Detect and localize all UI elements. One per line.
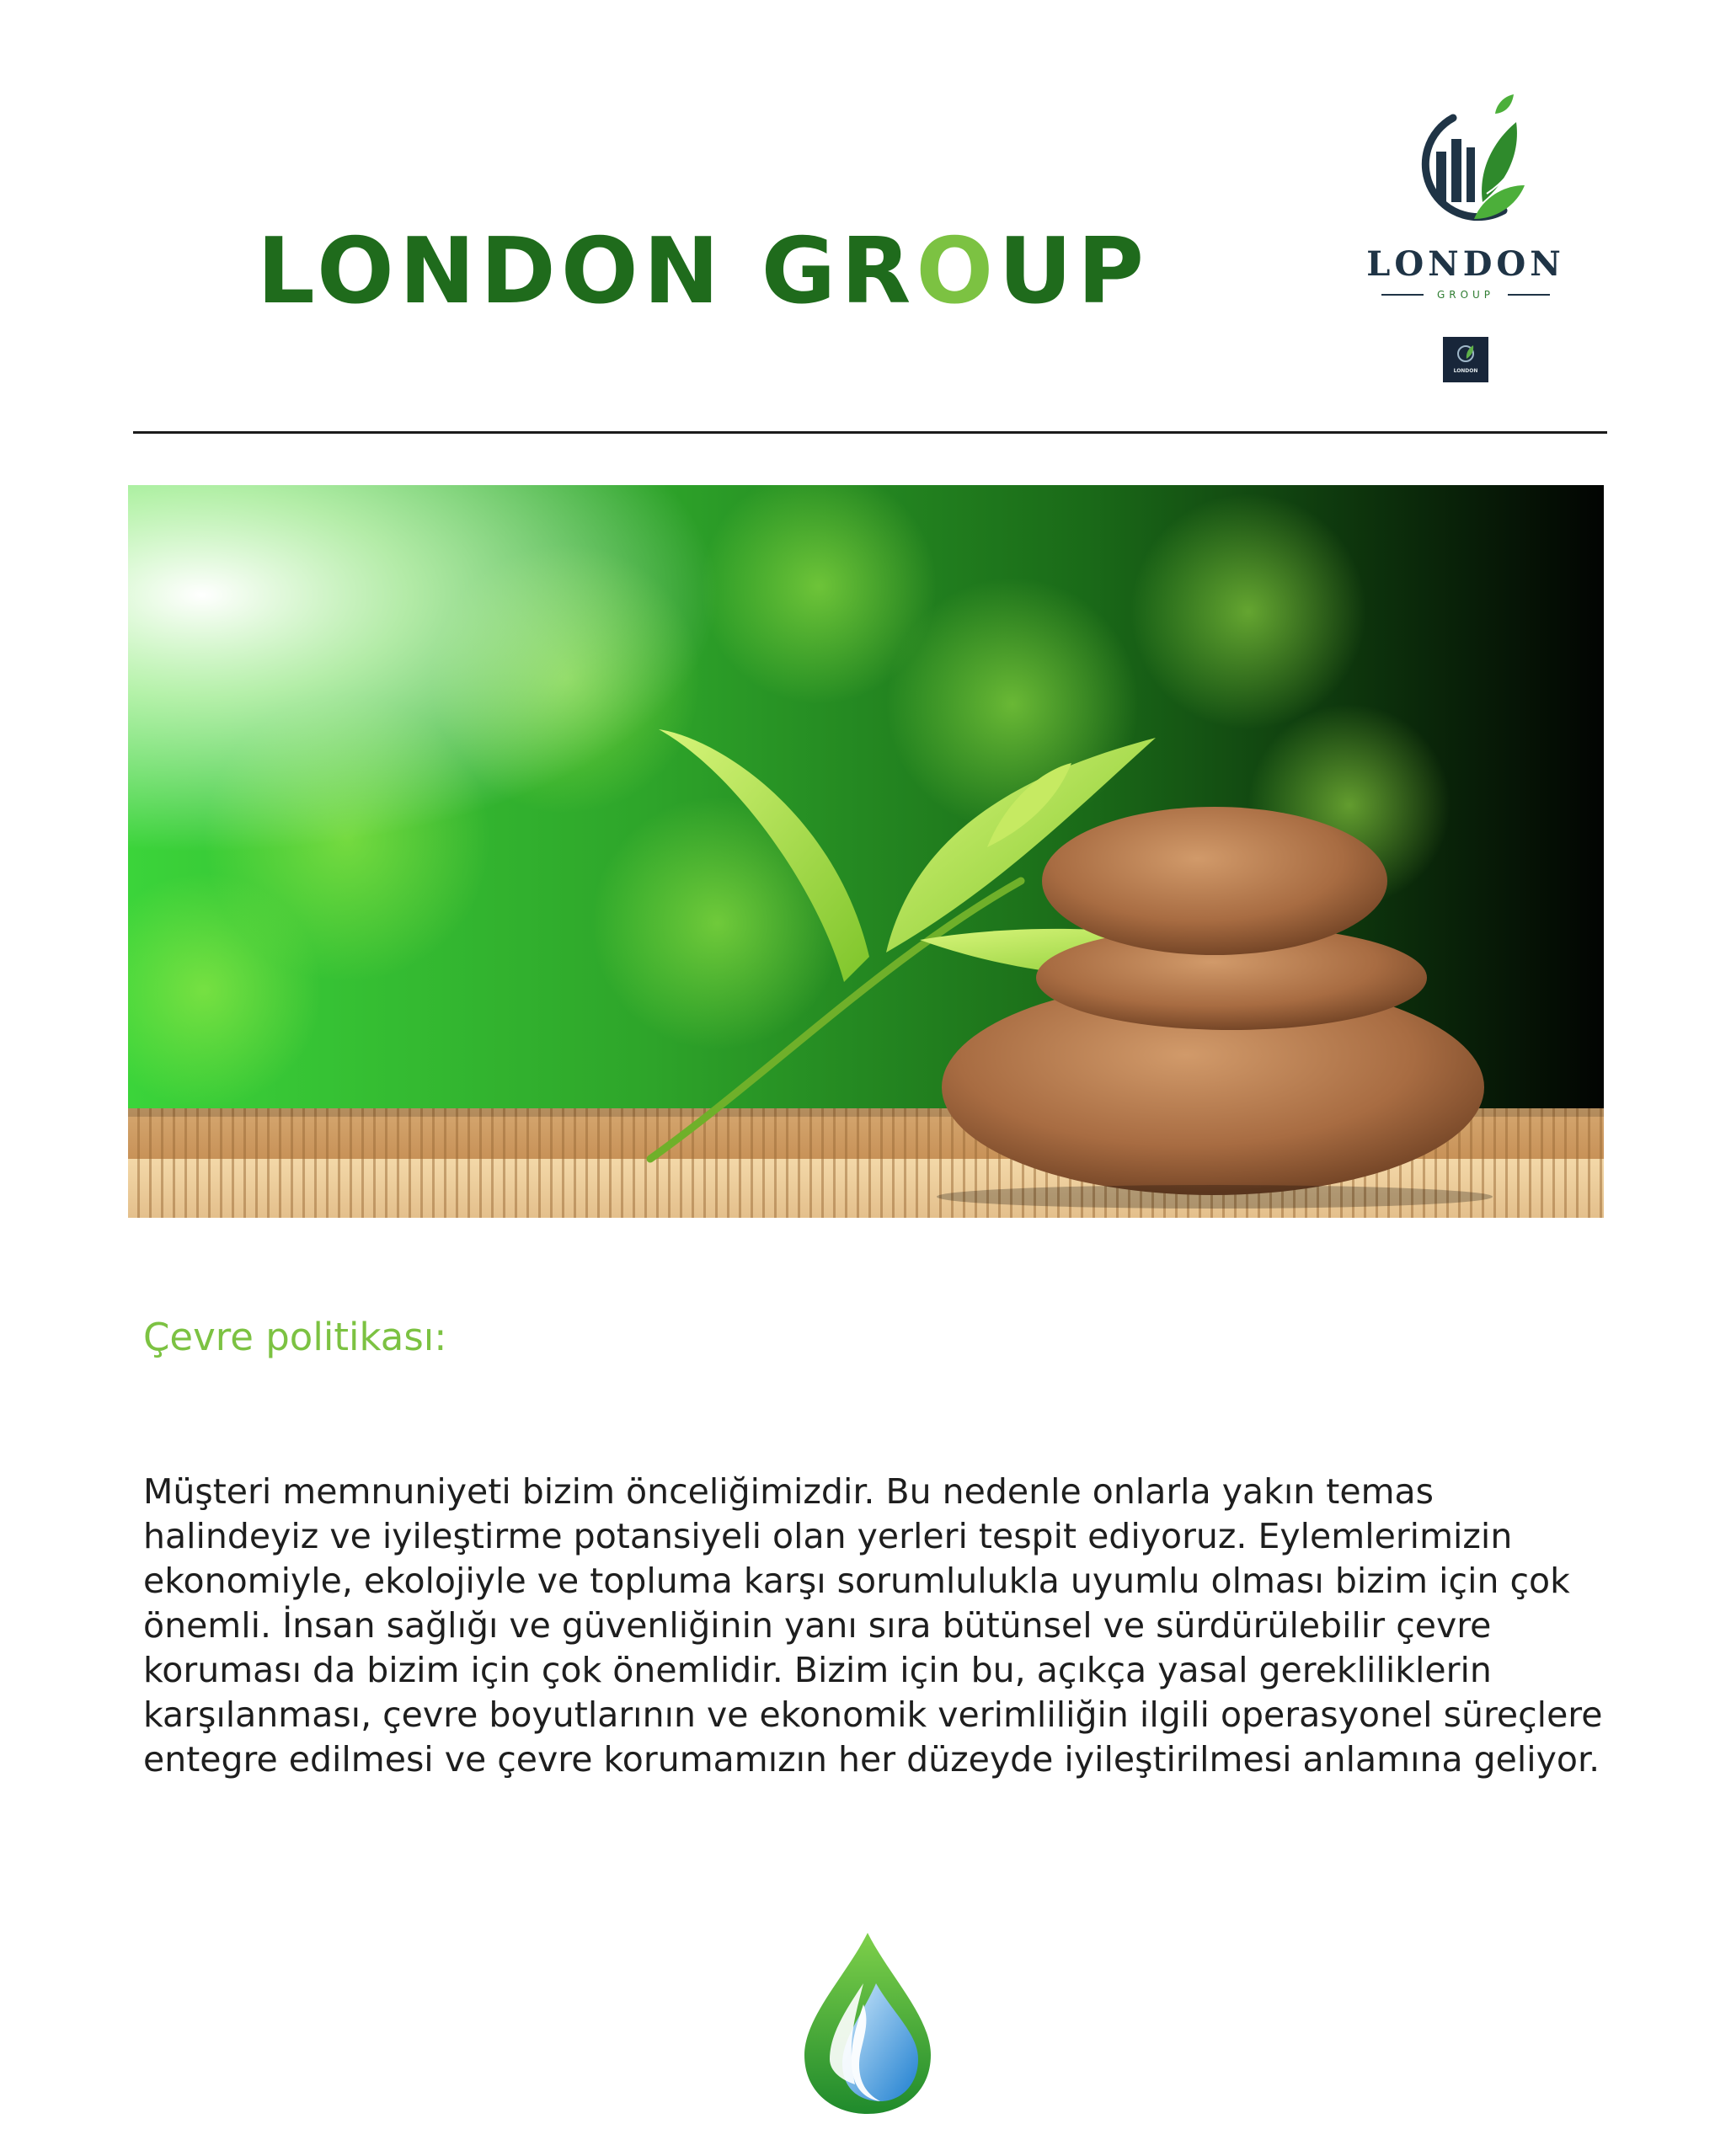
policy-paragraph: Müşteri memnuniyeti bizim önceliğimizdir. Bu nedenle onlarla yakın temas halindeyiz ve iyileştirme potansiyeli olan yerleri tespit ediyoruz. Eylemlerimizin ekonomiyle, ekolojiyle ve topluma karşı sorumlulukla uyumlu olması bizim için çok önemli. İnsan sağlığı ve güvenliğinin yanı sıra bütünsel ve sürdürülebilir çevre koruması da bizim için çok önemlidir. Bizim için bu, açıkça yasal gerekliliklerin karşılanması, çevre boyutlarının ve ekonomik verimliliğin ilgili operasyonel süreçlere entegre edilmesi ve çevre korumamızın her düzeyde iyileştirilmesi anlamına geliyor.	[143, 1471, 1603, 1780]
header-divider	[133, 431, 1607, 434]
mini-logo-icon	[1443, 337, 1488, 382]
hero-image	[128, 485, 1604, 1218]
logo-sub-row	[1381, 288, 1550, 302]
section-title: Çevre politikası:	[143, 1315, 447, 1359]
logo-divider-right	[1508, 294, 1550, 296]
logo-sub: GROUP	[1436, 289, 1495, 301]
mini-logo-text: LONDON	[1453, 368, 1478, 374]
mini-logo-badge	[1443, 337, 1488, 382]
building-leaf-icon	[1402, 93, 1529, 244]
logo-name: LONDON	[1366, 244, 1565, 284]
wordmark-main: LONDON GR	[257, 219, 916, 324]
water-drop-leaf-icon	[796, 1924, 939, 2118]
wordmark-accent: O	[916, 219, 999, 324]
zen-stones-leaf-photo	[128, 485, 1604, 1218]
company-logo	[1365, 93, 1567, 303]
wordmark-end: UP	[998, 219, 1150, 324]
brand-wordmark	[257, 219, 1167, 324]
logo-divider-left	[1381, 294, 1424, 296]
